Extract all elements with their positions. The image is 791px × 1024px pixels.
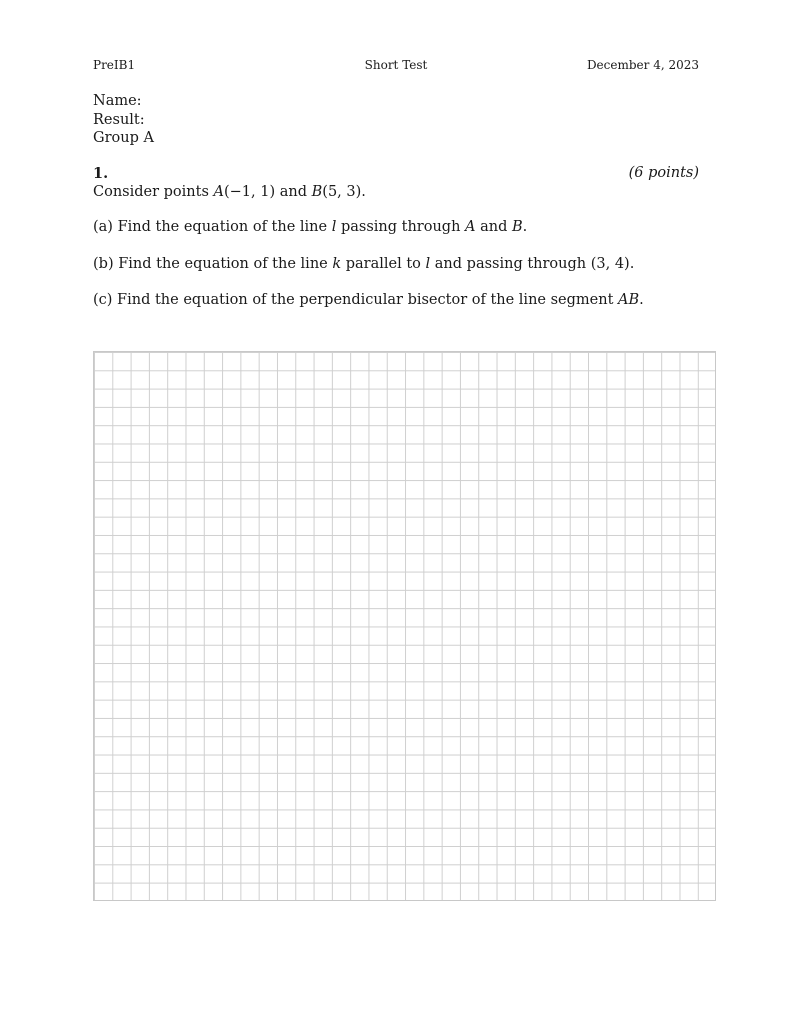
result-label: Result: bbox=[93, 111, 145, 128]
page-header bbox=[93, 58, 699, 74]
course-code: PreIB1 bbox=[93, 58, 136, 72]
test-date: December 4, 2023 bbox=[586, 58, 699, 72]
question-part-b: (b) Find the equation of the line k parallel to l and passing through (3, 4). bbox=[93, 256, 635, 272]
question-part-c: (c) Find the equation of the perpendicular bisector of the line segment AB. bbox=[93, 292, 644, 308]
student-info bbox=[93, 92, 154, 148]
test-title: Short Test bbox=[364, 58, 428, 72]
question-number: 1. bbox=[93, 165, 109, 182]
group-label: Group A bbox=[93, 130, 154, 146]
answer-grid[interactable] bbox=[93, 351, 716, 901]
question-part-a: (a) Find the equation of the line l passing through A and B. bbox=[93, 219, 528, 235]
question-intro: Consider points A(−1, 1) and B(5, 3). bbox=[93, 184, 366, 200]
name-label: Name: bbox=[93, 93, 142, 109]
question-points: (6 points) bbox=[628, 165, 699, 181]
